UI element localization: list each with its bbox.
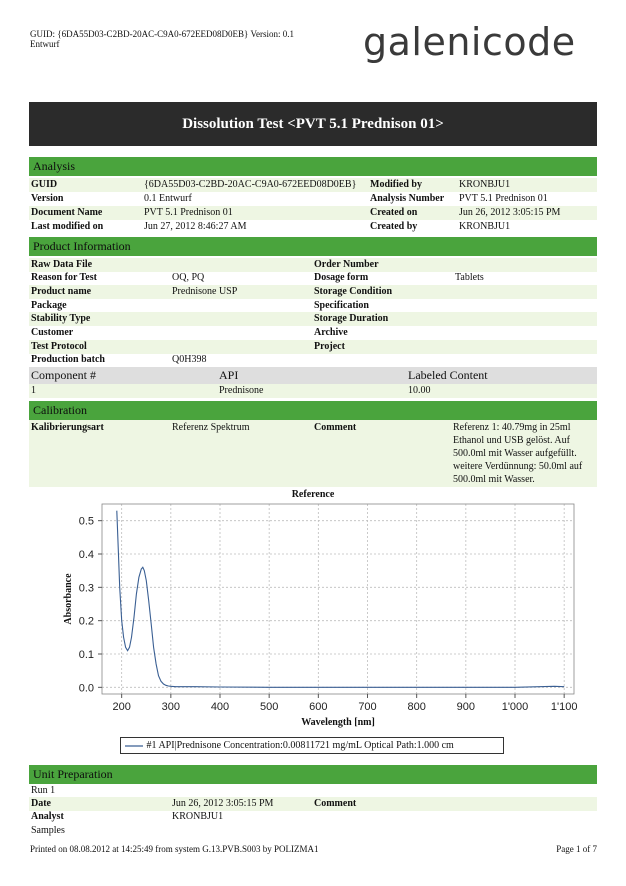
field-value: Jun 27, 2012 8:46:27 AM <box>144 221 247 232</box>
section-analysis-heading: Analysis <box>29 157 597 176</box>
field-value: Jun 26, 2012 3:05:15 PM <box>459 207 561 218</box>
y-tick-label: 0.1 <box>78 649 94 661</box>
field-value: KRONBJU1 <box>459 179 511 190</box>
field-value: 0.1 Entwurf <box>144 193 192 204</box>
field-value: PVT 5.1 Prednison 01 <box>144 207 233 218</box>
field-value: Jun 26, 2012 3:05:15 PM <box>172 798 274 809</box>
field-label: Product name <box>31 286 92 297</box>
column-header: Labeled Content <box>408 368 488 382</box>
field-value: Q0H398 <box>172 354 207 365</box>
field-label: GUID <box>31 179 58 190</box>
field-label: Stability Type <box>31 313 91 324</box>
y-tick-label: 0.2 <box>78 615 94 628</box>
chart-legend <box>120 737 504 754</box>
run-label: Run 1 <box>31 785 56 796</box>
field-label: Raw Data File <box>31 259 93 270</box>
spectrum-series-line <box>117 511 564 688</box>
comment-line: Ethanol und USB gelöst. Auf <box>453 435 570 446</box>
field-label: Order Number <box>314 259 379 270</box>
field-label: Analyst <box>31 811 64 822</box>
unit-prep-row <box>29 797 597 811</box>
section-unit-prep-heading: Unit Preparation <box>29 765 597 784</box>
field-label: Document Name <box>31 207 103 218</box>
field-value: KRONBJU1 <box>172 811 224 822</box>
field-label: Specification <box>314 300 369 311</box>
x-tick-label: 500 <box>259 701 279 713</box>
field-value: KRONBJU1 <box>459 221 511 232</box>
y-tick-label: 0.0 <box>78 682 94 695</box>
footer-page-number: Page 1 of 7 <box>556 844 597 854</box>
field-label: Package <box>31 300 67 311</box>
samples-label: Samples <box>31 825 65 836</box>
x-tick-label: 800 <box>407 701 426 713</box>
field-label: Created by <box>370 221 418 232</box>
chart-title: Reference <box>291 489 335 500</box>
y-tick-label: 0.5 <box>78 515 94 528</box>
x-tick-label: 600 <box>309 701 328 713</box>
footer-printed: Printed on 08.08.2012 at 14:25:49 from system G.13.PVB.S003 by POLIZMA1 <box>30 844 319 854</box>
x-tick-label: 300 <box>161 701 181 713</box>
doc-guid-line: GUID: {6DA55D03-C2BD-20AC-C9A0-672EED08D0EB} Version: 0.1 <box>30 29 294 39</box>
field-label: Test Protocol <box>31 341 87 352</box>
field-value: Tablets <box>455 272 484 283</box>
unit-prep-row <box>29 810 597 824</box>
column-header: Component # <box>31 368 96 382</box>
y-axis-label: Absorbance <box>63 573 74 625</box>
comment-line: 500.0ml mit Wasser. <box>453 474 535 485</box>
table-cell: Prednisone <box>219 385 264 396</box>
comment-line: Referenz 1: 40.79mg in 25ml <box>453 422 571 433</box>
field-label: Last modified on <box>31 221 104 232</box>
field-label: Storage Condition <box>314 286 393 297</box>
doc-status: Entwurf <box>30 39 60 49</box>
galenicode-logo: galenicode <box>363 20 576 64</box>
x-tick-label: 1'100 <box>550 701 578 713</box>
samples-row <box>29 824 597 838</box>
x-axis-label: Wavelength [nm] <box>301 717 375 728</box>
column-header: API <box>219 368 239 382</box>
field-label: Dosage form <box>314 272 369 283</box>
field-label: Comment <box>314 798 357 809</box>
field-label: Customer <box>31 327 74 338</box>
comment-line: 500.0ml mit Wasser aufgefüllt. <box>453 448 577 459</box>
field-label: Date <box>31 798 51 809</box>
field-value: PVT 5.1 Prednison 01 <box>459 193 548 204</box>
comment-line: weitere Verdünnung: 50.0ml auf <box>453 461 583 472</box>
table-cell: 1 <box>31 385 36 396</box>
field-label: Storage Duration <box>314 313 389 324</box>
document-title: Dissolution Test <PVT 5.1 Prednison 01> <box>29 102 597 146</box>
x-tick-label: 200 <box>112 701 131 713</box>
plot-frame <box>102 504 574 694</box>
x-tick-label: 1'000 <box>501 701 529 713</box>
section-calibration-heading: Calibration <box>29 401 597 420</box>
x-tick-label: 700 <box>358 701 377 713</box>
field-label: Created on <box>370 207 418 218</box>
field-value: OQ, PQ <box>172 272 205 283</box>
field-label: Analysis Number <box>370 193 445 204</box>
y-tick-label: 0.4 <box>78 549 94 561</box>
field-value: {6DA55D03-C2BD-20AC-C9A0-672EED08D0EB} <box>144 179 357 190</box>
legend-line-icon <box>124 738 144 753</box>
field-label: Kalibrierungsart <box>31 422 104 433</box>
field-value: Referenz Spektrum <box>172 422 250 433</box>
field-label: Version <box>31 193 64 204</box>
field-label: Reason for Test <box>31 272 97 283</box>
x-tick-label: 900 <box>456 701 476 713</box>
section-product-heading: Product Information <box>29 237 597 256</box>
field-label: Comment <box>314 422 357 433</box>
field-label: Project <box>314 341 345 352</box>
legend-label: #1 API|Prednisone Concentration:0.00811721 mg/mL Optical Path:1.000 cm <box>146 740 454 751</box>
x-tick-label: 400 <box>210 701 230 713</box>
field-label: Production batch <box>31 354 105 365</box>
run-row <box>29 784 597 798</box>
field-label: Archive <box>314 327 348 338</box>
field-value: Prednisone USP <box>172 286 238 297</box>
table-cell: 10.00 <box>408 385 431 396</box>
y-tick-label: 0.3 <box>78 582 94 595</box>
field-label: Modified by <box>370 179 422 190</box>
